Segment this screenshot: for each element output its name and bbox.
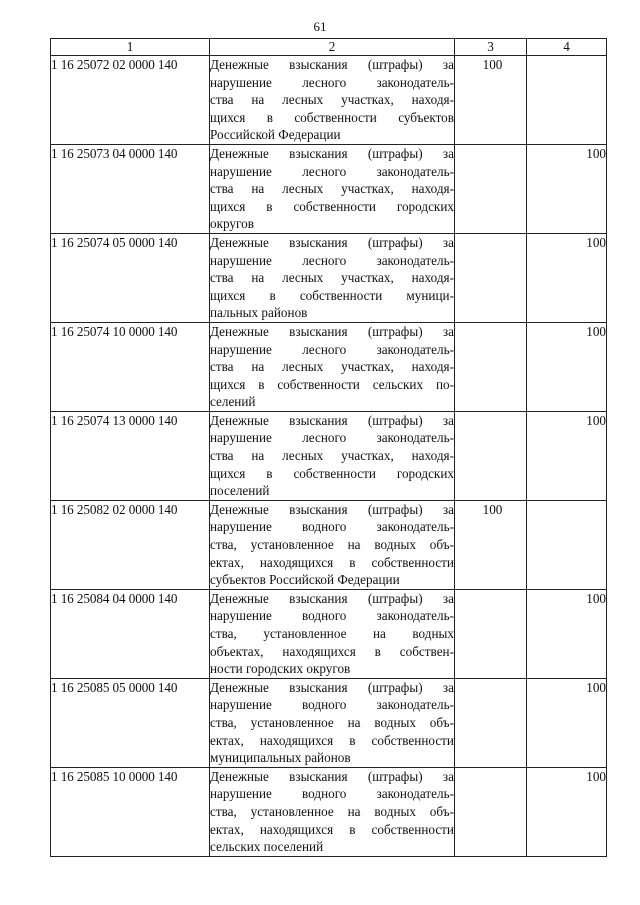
description-line: сельских поселений [210,839,324,855]
normative-column-4 [527,500,607,589]
description-line: нарушение лесного законодатель- [210,430,454,446]
description-line: ства на лесных участках, находя- [210,181,454,197]
table-row [51,144,607,233]
normative-column-4 [527,589,607,678]
normative-column-3 [455,767,527,856]
budget-code: 1 16 25084 04 0000 140 [51,589,210,678]
percent-value: 100 [586,234,606,250]
revenue-description [210,500,455,589]
description-line: нарушение водного законодатель- [210,519,454,535]
normative-column-4 [527,678,607,767]
budget-code: 1 16 25082 02 0000 140 [51,500,210,589]
description-line: Денежные взыскания (штрафы) за [210,57,454,72]
description-line: ности городских округов [210,661,351,677]
description-line: ства на лесных участках, находя- [210,270,454,286]
description-line: округов [210,216,254,232]
description-line: Денежные взыскания (штрафы) за [210,501,454,517]
budget-code: 1 16 25074 10 0000 140 [51,322,210,411]
description-line: Российской Федерации [210,127,341,143]
description-line: селений [210,394,256,410]
description-line: ства, установленное на водных [210,626,454,641]
normative-column-3 [455,144,527,233]
table-row [51,678,607,767]
description-line: Денежные взыскания (штрафы) за [210,679,454,695]
percent-value: 100 [586,323,606,339]
description-line: нарушение лесного законодатель- [210,163,454,179]
description-line: Денежные взыскания (штрафы) за [210,768,454,784]
normative-column-3 [455,589,527,678]
description-line: объектах, находящихся в собствен- [210,643,454,659]
normative-column-3 [455,500,527,589]
description-line: Денежные взыскания (штрафы) за [210,412,454,428]
table-row [51,767,607,856]
normative-column-3 [455,678,527,767]
column-header-1: 1 [51,39,210,56]
normative-column-3 [455,233,527,322]
description-line: поселений [210,483,270,499]
percent-value: 100 [586,590,606,606]
table-row [51,322,607,411]
revenue-description [210,144,455,233]
revenue-description [210,322,455,411]
budget-table [50,38,607,857]
description-line: Денежные взыскания (штрафы) за [210,590,454,606]
description-line: щихся в собственности муници- [210,287,454,303]
description-line: нарушение лесного законодатель- [210,74,454,90]
budget-code: 1 16 25072 02 0000 140 [51,56,210,145]
description-line: ства, установленное на водных объ- [210,537,454,553]
description-line: нарушение лесного законодатель- [210,252,454,268]
percent-value: 100 [482,57,503,72]
description-line: нарушение водного законодатель- [210,608,454,624]
percent-value: 100 [586,768,606,784]
description-line: ектах, находящихся в собственности [210,732,454,748]
description-line: ства, установленное на водных объ- [210,714,454,730]
normative-column-3 [455,322,527,411]
revenue-description [210,411,455,500]
table-row [51,233,607,322]
column-header-3: 3 [455,39,527,56]
description-line: ства, установленное на водных объ- [210,803,454,819]
normative-column-4 [527,56,607,145]
revenue-description [210,56,455,145]
budget-code: 1 16 25074 05 0000 140 [51,233,210,322]
description-line: Денежные взыскания (штрафы) за [210,323,454,339]
budget-code: 1 16 25085 10 0000 140 [51,767,210,856]
description-line: пальных районов [210,305,308,321]
normative-column-4 [527,233,607,322]
budget-code: 1 16 25074 13 0000 140 [51,411,210,500]
normative-column-4 [527,767,607,856]
revenue-description [210,233,455,322]
description-line: ства на лесных участках, находя- [210,448,454,464]
table-row [51,500,607,589]
description-line: ства на лесных участках, находя- [210,92,454,108]
normative-column-4 [527,144,607,233]
normative-column-4 [527,411,607,500]
description-line: Денежные взыскания (штрафы) за [210,145,454,161]
description-line: субъектов Российской Федерации [210,572,400,588]
description-line: ектах, находящихся в собственности [210,554,454,570]
revenue-description [210,767,455,856]
description-line: ства на лесных участках, находя- [210,359,454,375]
description-line: щихся в собственности городских [210,465,454,481]
description-line: нарушение водного законодатель- [210,697,454,713]
normative-column-3 [455,56,527,145]
description-line: щихся в собственности городских [210,198,454,214]
table-row [51,411,607,500]
column-header-2: 2 [210,39,455,56]
description-line: нарушение водного законодатель- [210,786,454,802]
percent-value: 100 [482,501,503,517]
table-row [51,56,607,145]
table-row [51,589,607,678]
revenue-description [210,678,455,767]
description-line: муниципальных районов [210,750,351,766]
page-number: 61 [313,19,327,34]
budget-code: 1 16 25073 04 0000 140 [51,144,210,233]
percent-value: 100 [586,412,606,428]
percent-value: 100 [586,145,606,161]
normative-column-3 [455,411,527,500]
percent-value: 100 [586,679,606,695]
description-line: щихся в собственности субъектов [210,109,454,125]
description-line: ектах, находящихся в собственности [210,821,454,837]
budget-code: 1 16 25085 05 0000 140 [51,678,210,767]
description-line: щихся в собственности сельских по- [210,376,454,392]
column-header-4: 4 [527,39,607,56]
revenue-description [210,589,455,678]
table-header-row [51,39,607,56]
description-line: нарушение лесного законодатель- [210,341,454,357]
description-line: Денежные взыскания (штрафы) за [210,234,454,250]
normative-column-4 [527,322,607,411]
